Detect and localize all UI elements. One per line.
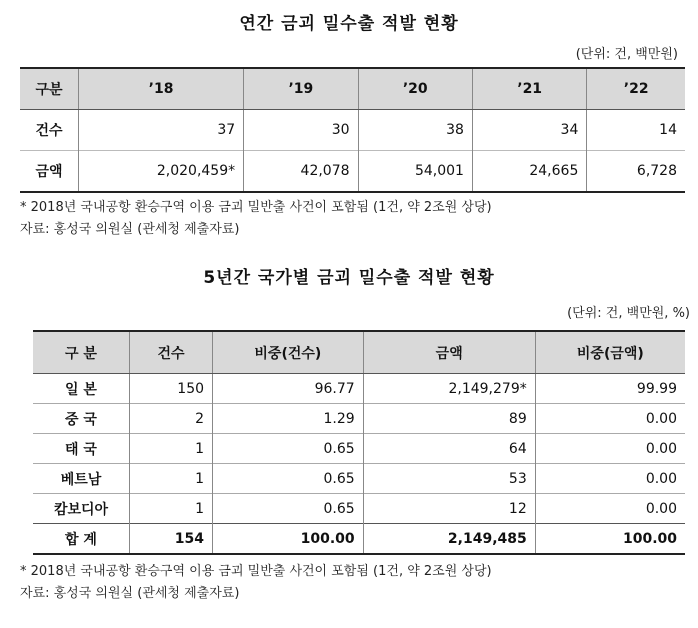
- row-label: 베트남: [33, 464, 130, 494]
- table-cell: 37: [79, 110, 244, 151]
- table-row: [33, 434, 685, 464]
- table2-unit-label: (단위: 건, 백만원, %): [567, 306, 690, 321]
- table-row: [20, 151, 685, 193]
- table-cell: 6,728: [587, 151, 685, 193]
- column-header: ’21: [472, 68, 586, 110]
- table-cell: 1: [130, 494, 213, 524]
- table-cell: 100.00: [213, 524, 364, 555]
- table-cell: 0.00: [535, 464, 685, 494]
- table-cell: 24,665: [472, 151, 586, 193]
- table-cell: 64: [363, 434, 535, 464]
- table-cell: 89: [363, 404, 535, 434]
- table-cell: 42,078: [244, 151, 358, 193]
- table1-notes: [20, 197, 492, 241]
- table-cell: 1.29: [213, 404, 364, 434]
- column-header: ’18: [79, 68, 244, 110]
- table-cell: 2,020,459*: [79, 151, 244, 193]
- table-row: [20, 110, 685, 151]
- row-label: 중 국: [33, 404, 130, 434]
- column-header: 구분: [20, 68, 79, 110]
- table-cell: 54,001: [358, 151, 472, 193]
- row-label: 태 국: [33, 434, 130, 464]
- footnote: * 2018년 국내공항 환승구역 이용 금괴 밀반출 사건이 포함됨 (1건, 약 2조원 상당): [20, 200, 492, 215]
- table-cell: 0.00: [535, 494, 685, 524]
- table-cell: 0.65: [213, 434, 364, 464]
- row-label: 캄보디아: [33, 494, 130, 524]
- source-note: 자료: 홍성국 의원실 (관세청 제출자료): [20, 586, 240, 601]
- column-header: 비중(금액): [535, 331, 685, 374]
- table1-title: 연간 금괴 밀수출 적발 현황: [239, 14, 459, 34]
- table-row: [33, 464, 685, 494]
- table-cell: 1: [130, 434, 213, 464]
- table-cell: 99.99: [535, 374, 685, 404]
- row-label: 합 계: [33, 524, 130, 555]
- table-cell: 1: [130, 464, 213, 494]
- country-smuggling-table: [33, 330, 685, 555]
- source-note: 자료: 홍성국 의원실 (관세청 제출자료): [20, 222, 240, 237]
- row-label: 일 본: [33, 374, 130, 404]
- table-cell: 53: [363, 464, 535, 494]
- table-cell: 12: [363, 494, 535, 524]
- table-cell: 2: [130, 404, 213, 434]
- column-header: ’19: [244, 68, 358, 110]
- table-cell: 38: [358, 110, 472, 151]
- table-cell: 14: [587, 110, 685, 151]
- table-row: [33, 494, 685, 524]
- table-row: [33, 404, 685, 434]
- table-cell: 150: [130, 374, 213, 404]
- table-cell: 154: [130, 524, 213, 555]
- table-cell: 2,149,279*: [363, 374, 535, 404]
- annual-smuggling-table: [20, 67, 685, 193]
- table2-title: 5년간 국가별 금괴 밀수출 적발 현황: [203, 268, 495, 288]
- table-cell: 96.77: [213, 374, 364, 404]
- row-label: 금액: [20, 151, 79, 193]
- total-row: [33, 524, 685, 555]
- column-header: 금액: [363, 331, 535, 374]
- table-cell: 30: [244, 110, 358, 151]
- table-row: [33, 374, 685, 404]
- table2-notes: [20, 561, 492, 605]
- column-header: 구 분: [33, 331, 130, 374]
- table1-unit-label: (단위: 건, 백만원): [575, 47, 678, 62]
- table-cell: 0.00: [535, 404, 685, 434]
- column-header: ’22: [587, 68, 685, 110]
- table-cell: 0.00: [535, 434, 685, 464]
- table-cell: 0.65: [213, 494, 364, 524]
- table-header-row: [33, 331, 685, 374]
- row-label: 건수: [20, 110, 79, 151]
- column-header: 건수: [130, 331, 213, 374]
- footnote: * 2018년 국내공항 환승구역 이용 금괴 밀반출 사건이 포함됨 (1건, 약 2조원 상당): [20, 564, 492, 579]
- table-header-row: [20, 68, 685, 110]
- column-header: 비중(건수): [213, 331, 364, 374]
- table-cell: 100.00: [535, 524, 685, 555]
- column-header: ’20: [358, 68, 472, 110]
- table-cell: 2,149,485: [363, 524, 535, 555]
- table-cell: 0.65: [213, 464, 364, 494]
- table-cell: 34: [472, 110, 586, 151]
